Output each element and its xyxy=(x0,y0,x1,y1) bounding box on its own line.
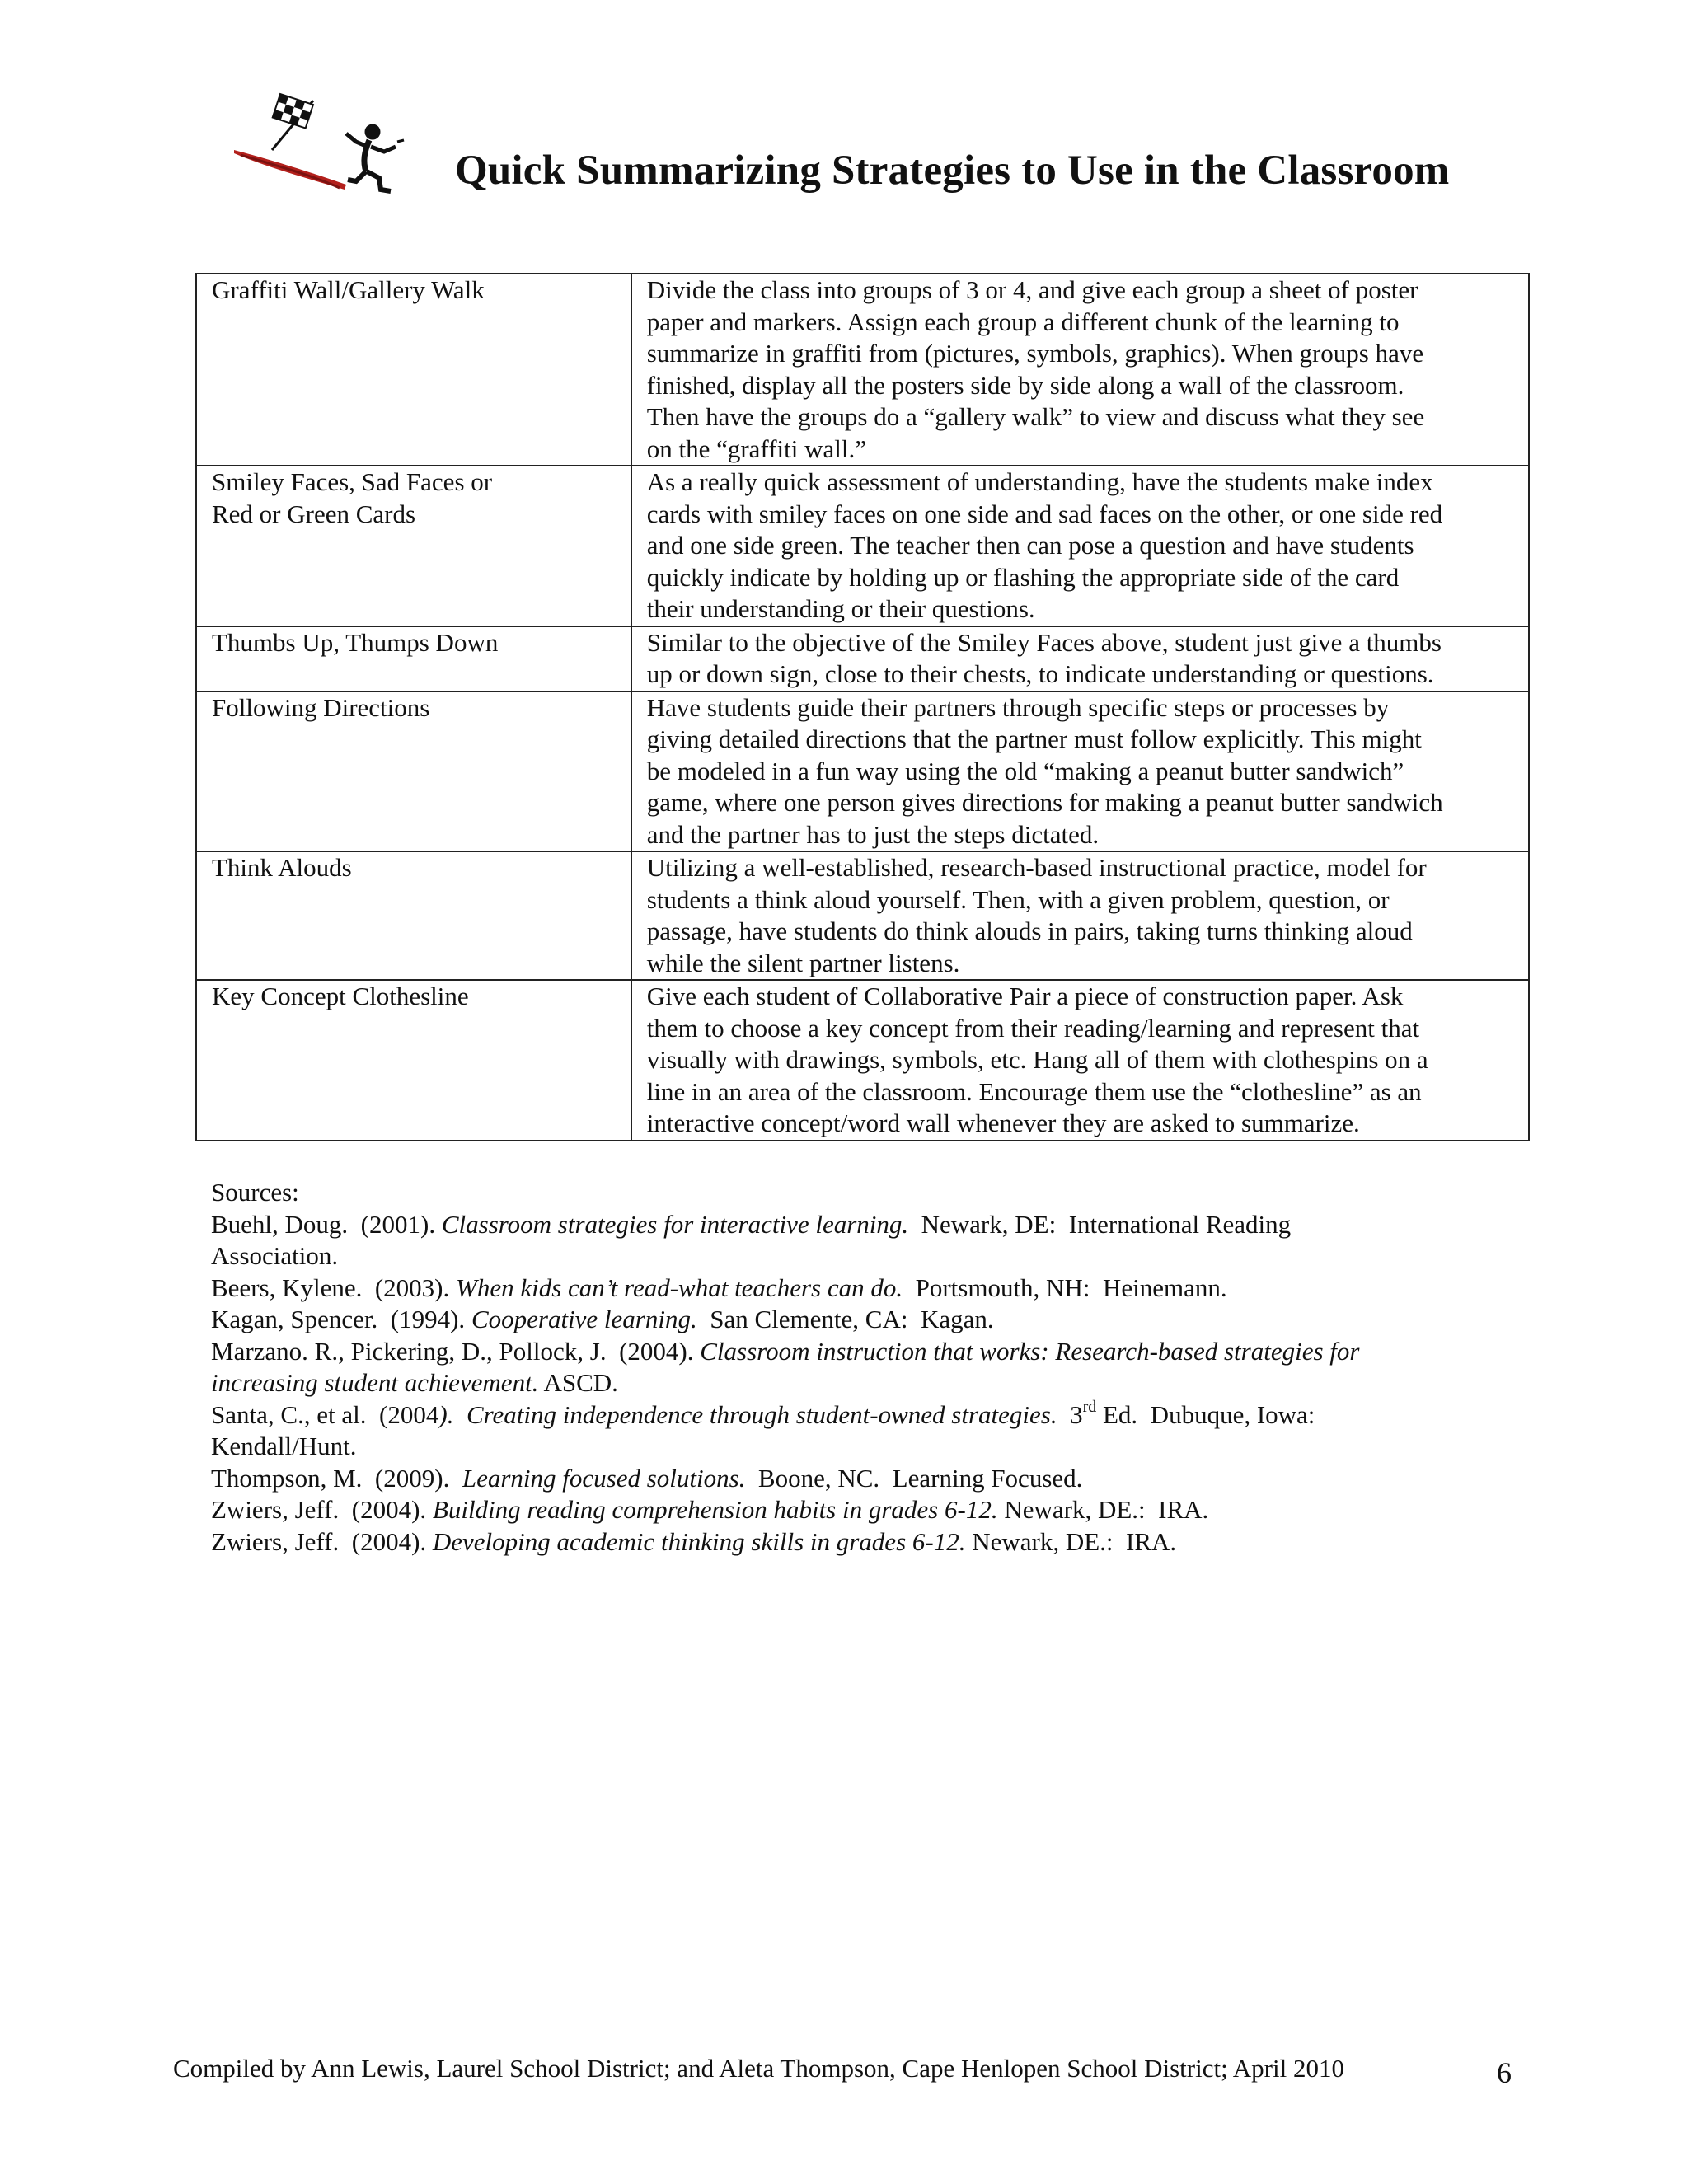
strategy-description-cell xyxy=(631,851,1529,980)
source-line xyxy=(211,1336,1530,1368)
strategy-name-line: Think Alouds xyxy=(212,853,352,882)
strategy-description-line: As a really quick assessment of understanding, have the students make index xyxy=(646,467,1433,496)
source-entry xyxy=(211,1463,1530,1495)
strategy-description-line: Utilizing a well-established, research-based instructional practice, model for xyxy=(646,853,1427,882)
source-text: ASCD. xyxy=(538,1368,618,1397)
strategy-description-line: while the silent partner listens. xyxy=(646,948,960,977)
strategy-description-line: cards with smiley faces on one side and sad faces on the other, or one side red xyxy=(646,499,1443,528)
sources-section xyxy=(211,1177,1530,1558)
page-number: 6 xyxy=(1497,2056,1512,2089)
source-title: Building reading comprehension habits in grades 6-12. xyxy=(432,1495,998,1524)
strategy-description-line: Give each student of Collaborative Pair a piece of construction paper. Ask xyxy=(646,982,1404,1010)
strategy-description-line: on the “graffiti wall.” xyxy=(646,434,866,463)
table-row xyxy=(196,980,1529,1141)
source-entry xyxy=(211,1399,1530,1463)
source-text: Thompson, M. (2009). xyxy=(211,1463,462,1493)
sources-heading: Sources: xyxy=(211,1178,299,1207)
strategy-description-cell xyxy=(631,466,1529,626)
strategy-name-line: Red or Green Cards xyxy=(212,499,416,528)
source-line xyxy=(211,1494,1530,1526)
strategy-name-cell xyxy=(196,980,631,1141)
strategy-description-line: students a think aloud yourself. Then, with a given problem, question, or xyxy=(646,884,1390,914)
table-row xyxy=(196,466,1529,626)
strategy-description-line: giving detailed directions that the partner must follow explicitly. This might xyxy=(646,724,1422,753)
strategy-name-cell xyxy=(196,274,631,466)
table-row xyxy=(196,851,1529,980)
strategy-description-line: passage, have students do think alouds in pairs, taking turns thinking aloud xyxy=(646,916,1413,945)
strategy-description-cell xyxy=(631,980,1529,1141)
source-text: Beers, Kylene. (2003). xyxy=(211,1272,456,1302)
strategy-description-line: and the partner has to just the steps dictated. xyxy=(646,819,1100,849)
source-text: Santa, C., et al. (2004 xyxy=(211,1399,439,1429)
source-entry xyxy=(211,1272,1530,1305)
source-text: Newark, DE.: IRA. xyxy=(997,1495,1209,1524)
source-text: Newark, DE.: IRA. xyxy=(965,1526,1177,1556)
strategy-description-cell xyxy=(631,691,1529,852)
footer-credit: Compiled by Ann Lewis, Laurel School District; and Aleta Thompson, Cape Henlopen School District; April 2010 xyxy=(173,2054,1344,2083)
strategy-name-line: Thumbs Up, Thumps Down xyxy=(212,627,499,657)
source-title: Learning focused solutions. xyxy=(462,1463,746,1493)
source-text: Portsmouth, NH: Heinemann. xyxy=(903,1272,1227,1302)
source-text: Boone, NC. Learning Focused. xyxy=(745,1463,1083,1493)
source-title: increasing student achievement. xyxy=(211,1368,539,1397)
source-text: Association. xyxy=(211,1241,339,1270)
running-figure xyxy=(346,124,404,191)
strategy-description-line: line in an area of the classroom. Encourage them use the “clothesline” as an xyxy=(646,1076,1422,1106)
source-text: Newark, DE: International Reading xyxy=(908,1209,1292,1239)
strategy-description-line: finished, display all the posters side by side along a wall of the classroom. xyxy=(646,370,1404,400)
source-line xyxy=(211,1399,1530,1432)
checkered-flag xyxy=(273,94,313,129)
source-text: Buehl, Doug. (2001). xyxy=(211,1209,442,1239)
source-line xyxy=(211,1304,1530,1336)
source-line xyxy=(211,1240,1530,1272)
source-line xyxy=(211,1463,1530,1495)
source-line xyxy=(211,1209,1530,1241)
source-title: Cooperative learning. xyxy=(471,1305,697,1333)
strategy-description-line: and one side green. The teacher then can pose a question and have students xyxy=(646,531,1414,560)
strategy-name-line: Graffiti Wall/Gallery Walk xyxy=(212,275,485,304)
source-title: ). Creating independence through student-owned strategies. xyxy=(438,1399,1057,1429)
source-text: Kendall/Hunt. xyxy=(211,1432,357,1460)
source-text: Marzano. R., Pickering, D., Pollock, J. (2004). xyxy=(211,1336,701,1366)
strategy-table xyxy=(195,273,1530,1141)
source-text: Ed. Dubuque, Iowa: xyxy=(1096,1399,1315,1429)
source-text: rd xyxy=(1082,1397,1097,1416)
strategy-description-cell xyxy=(631,274,1529,466)
strategy-description-line: game, where one person gives directions for making a peanut butter sandwich xyxy=(646,788,1443,817)
strategy-description-line: up or down sign, close to their chests, to indicate understanding or questions. xyxy=(646,659,1434,688)
source-text: Zwiers, Jeff. (2004). xyxy=(211,1495,433,1524)
strategy-description-line: quickly indicate by holding up or flashing the appropriate side of the card xyxy=(646,562,1400,592)
source-line xyxy=(211,1272,1530,1305)
source-title: Classroom strategies for interactive learning. xyxy=(441,1209,909,1239)
strategy-name-cell xyxy=(196,851,631,980)
source-line xyxy=(211,1367,1530,1399)
source-title: When kids can’t read-what teachers can do. xyxy=(456,1272,903,1302)
source-title: Classroom instruction that works: Research-based strategies for xyxy=(700,1336,1360,1366)
strategy-name-cell xyxy=(196,626,631,691)
source-entry xyxy=(211,1494,1530,1526)
source-entry xyxy=(211,1209,1530,1272)
source-text: San Clemente, CA: Kagan. xyxy=(696,1305,994,1333)
source-text: Kagan, Spencer. (1994). xyxy=(211,1305,471,1333)
strategy-description-line: interactive concept/word wall whenever they are asked to summarize. xyxy=(646,1108,1360,1137)
page-title: Quick Summarizing Strategies to Use in the Classroom xyxy=(455,148,1450,194)
strategy-description-cell xyxy=(631,626,1529,691)
strategy-description-line: their understanding or their questions. xyxy=(646,594,1035,623)
source-line xyxy=(211,1431,1530,1463)
strategy-description-line: paper and markers. Assign each group a different chunk of the learning to xyxy=(646,307,1400,336)
table-row xyxy=(196,274,1529,466)
strategy-description-line: Divide the class into groups of 3 or 4, and give each group a sheet of poster xyxy=(646,275,1418,304)
strategy-description-line: them to choose a key concept from their reading/learning and represent that xyxy=(646,1013,1420,1043)
source-entry xyxy=(211,1304,1530,1336)
strategy-description-line: Then have the groups do a “gallery walk” to view and discuss what they see xyxy=(646,402,1425,431)
source-entry xyxy=(211,1526,1530,1558)
strategy-description-line: visually with drawings, symbols, etc. Hang all of them with clothespins on a xyxy=(646,1045,1428,1074)
strategy-name-line: Smiley Faces, Sad Faces or xyxy=(212,467,493,496)
strategy-name-line: Key Concept Clothesline xyxy=(212,982,469,1010)
strategy-name-cell xyxy=(196,466,631,626)
checkered-flag-runner-icon xyxy=(232,92,414,199)
source-line xyxy=(211,1526,1530,1558)
strategy-description-line: summarize in graffiti from (pictures, symbols, graphics). When groups have xyxy=(646,339,1424,368)
source-entry xyxy=(211,1336,1530,1399)
source-text: 3 xyxy=(1057,1399,1083,1429)
strategy-name-line: Following Directions xyxy=(212,692,430,722)
table-row xyxy=(196,691,1529,852)
source-title: Developing academic thinking skills in grades 6-12. xyxy=(432,1526,966,1556)
source-text: Zwiers, Jeff. (2004). xyxy=(211,1526,433,1556)
strategy-description-line: be modeled in a fun way using the old “making a peanut butter sandwich” xyxy=(646,756,1404,785)
strategy-description-line: Have students guide their partners through specific steps or processes by xyxy=(646,692,1390,722)
table-row xyxy=(196,626,1529,691)
strategy-name-cell xyxy=(196,691,631,852)
strategy-description-line: Similar to the objective of the Smiley Faces above, student just give a thumbs xyxy=(646,627,1442,657)
